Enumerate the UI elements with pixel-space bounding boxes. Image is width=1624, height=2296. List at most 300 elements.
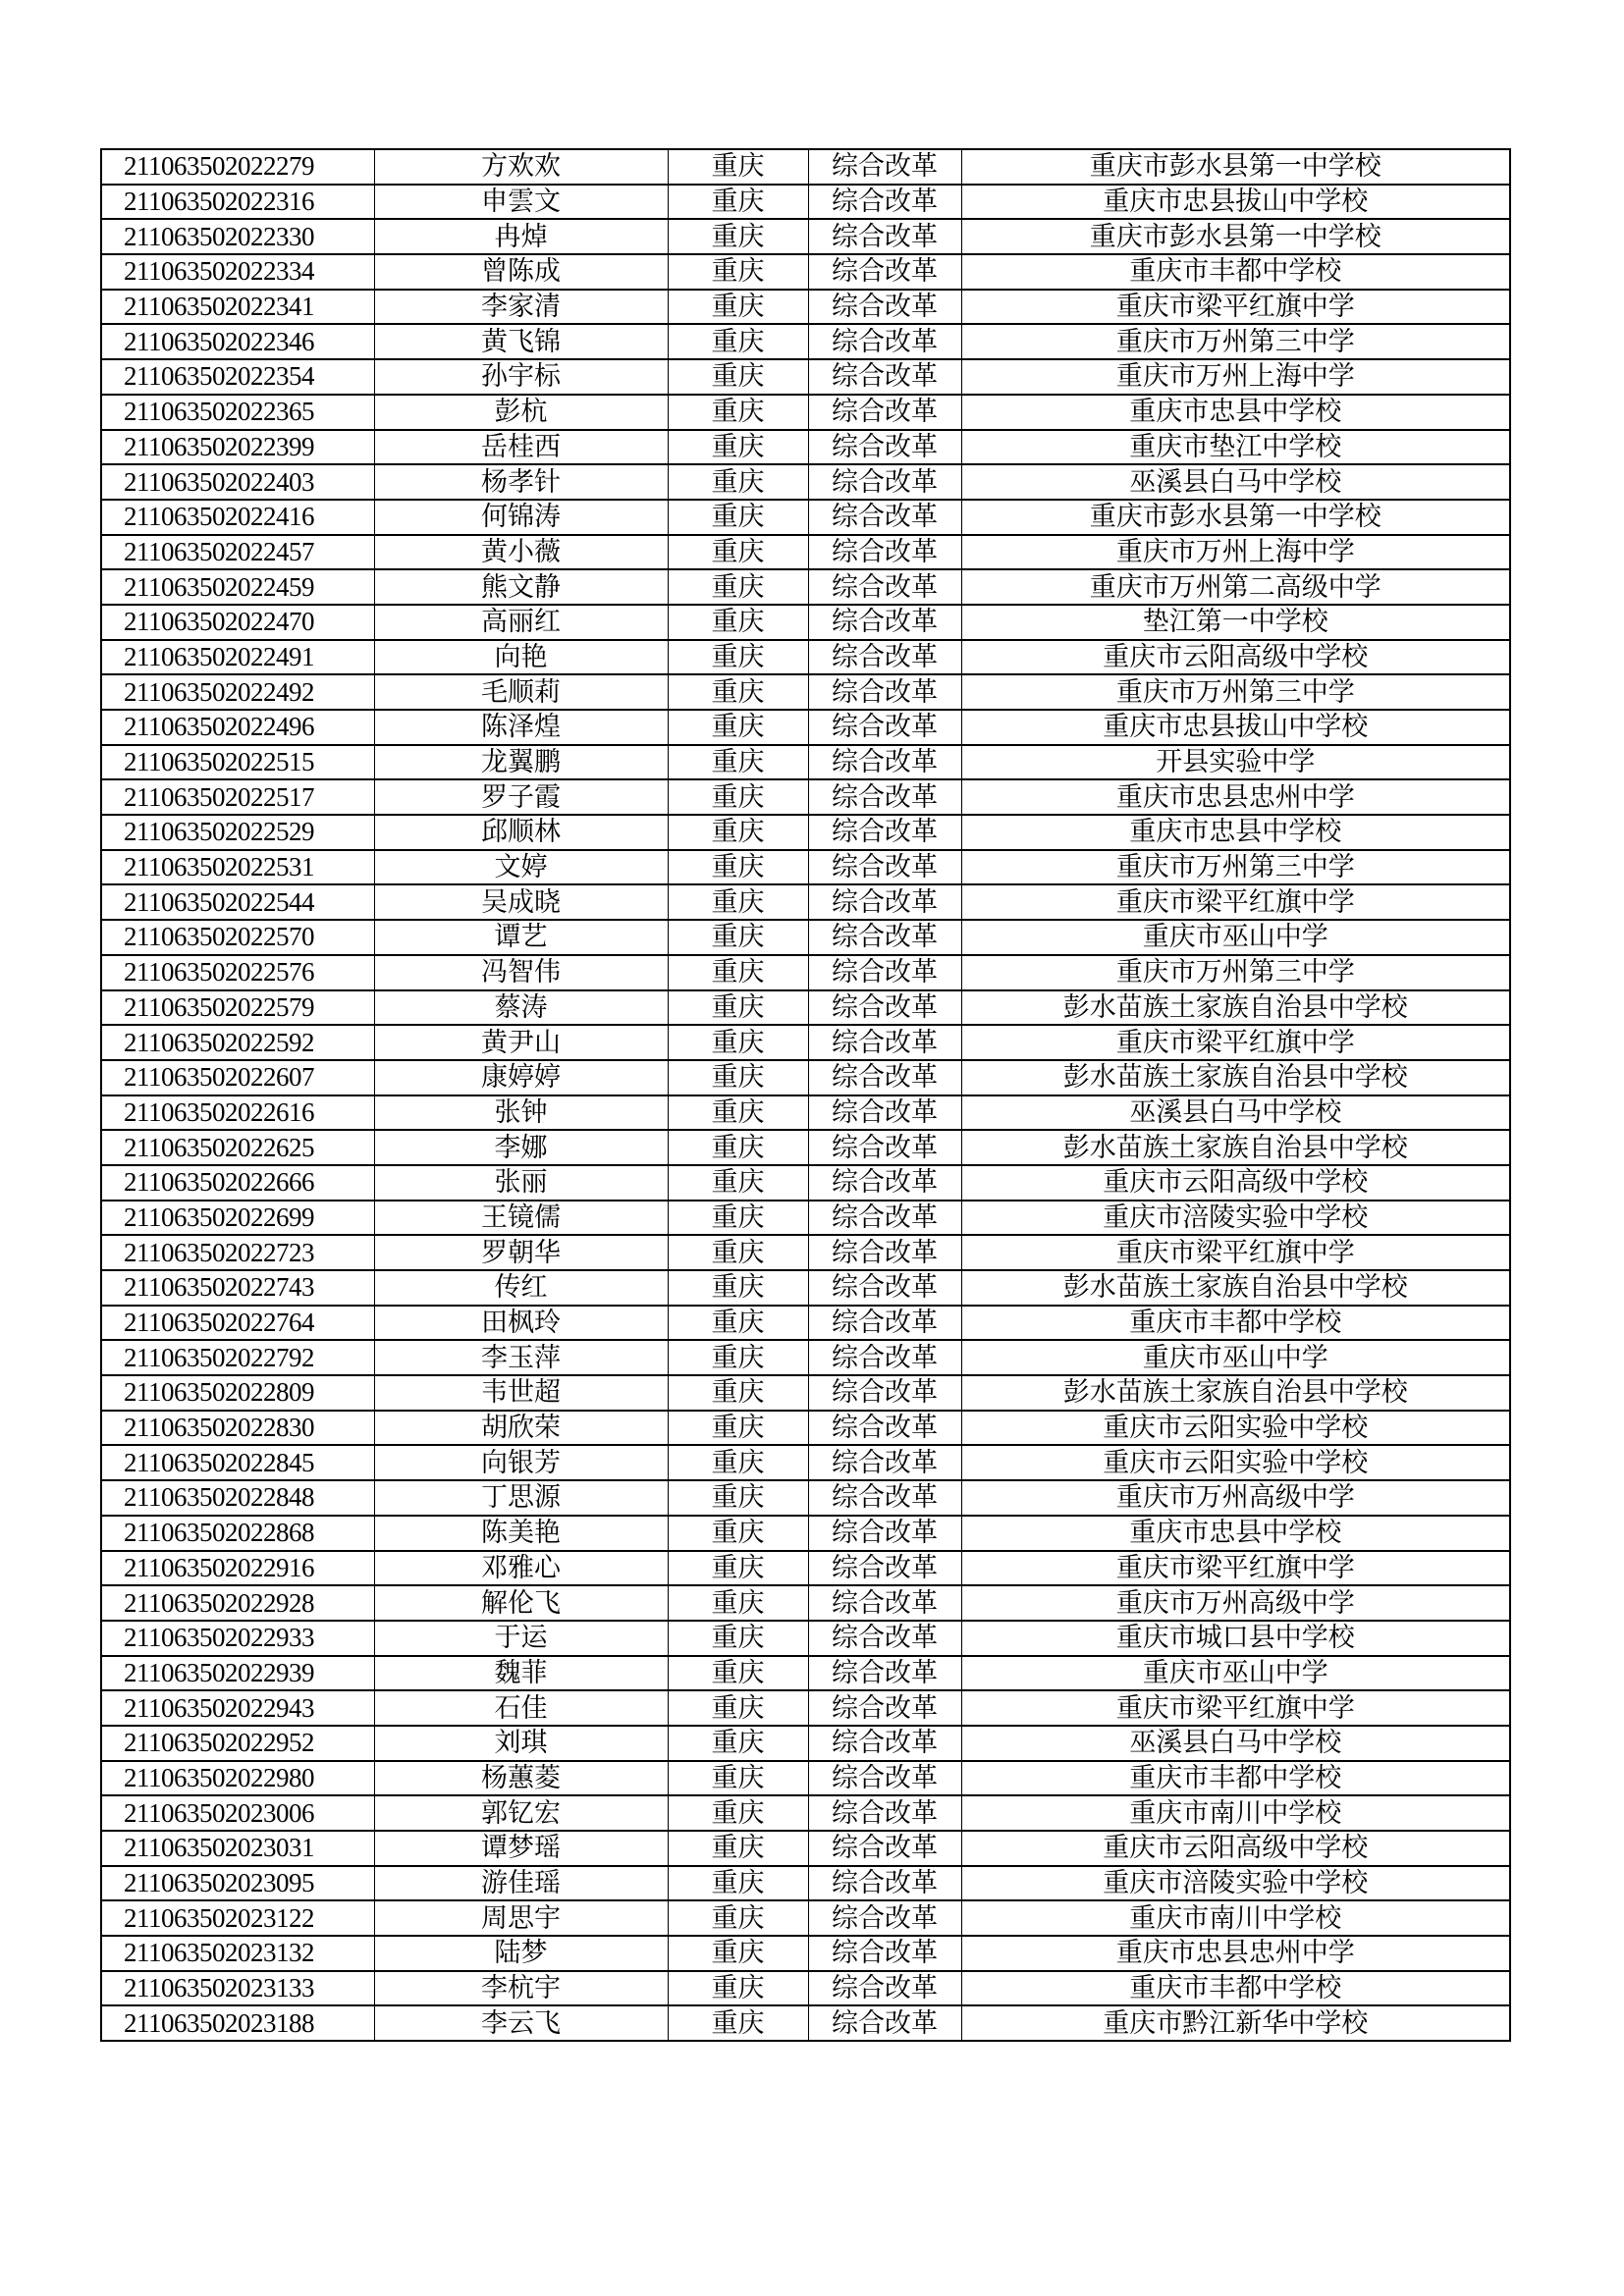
province-cell: 重庆 (668, 324, 808, 359)
school-cell: 重庆市梁平红旗中学 (961, 884, 1510, 920)
category-cell: 综合改革 (808, 1831, 961, 1866)
province-cell: 重庆 (668, 1866, 808, 1901)
school-cell: 重庆市忠县中学校 (961, 395, 1510, 430)
school-cell: 重庆市忠县中学校 (961, 815, 1510, 850)
exam-id-cell: 211063502022830 (101, 1411, 374, 1446)
name-cell: 张钟 (374, 1095, 668, 1131)
province-cell: 重庆 (668, 1551, 808, 1586)
exam-id-cell: 211063502022496 (101, 710, 374, 745)
table-row (101, 149, 1510, 185)
name-cell: 向艳 (374, 640, 668, 675)
school-cell: 开县实验中学 (961, 745, 1510, 780)
table-row (101, 990, 1510, 1026)
school-cell: 彭水苗族土家族自治县中学校 (961, 990, 1510, 1026)
school-cell: 重庆市忠县忠州中学 (961, 1936, 1510, 1971)
category-cell: 综合改革 (808, 1270, 961, 1306)
school-cell: 重庆市梁平红旗中学 (961, 1551, 1510, 1586)
category-cell: 综合改革 (808, 569, 961, 605)
province-cell: 重庆 (668, 1726, 808, 1761)
category-cell: 综合改革 (808, 219, 961, 254)
table-row (101, 1516, 1510, 1551)
table-row (101, 1411, 1510, 1446)
exam-id-cell: 211063502022330 (101, 219, 374, 254)
exam-id-cell: 211063502022607 (101, 1060, 374, 1095)
name-cell: 曾陈成 (374, 254, 668, 290)
exam-id-cell: 211063502022616 (101, 1095, 374, 1131)
category-cell: 综合改革 (808, 1025, 961, 1060)
school-cell: 重庆市梁平红旗中学 (961, 1690, 1510, 1726)
province-cell: 重庆 (668, 779, 808, 815)
category-cell: 综合改革 (808, 920, 961, 955)
province-cell: 重庆 (668, 1165, 808, 1201)
school-cell: 重庆市万州高级中学 (961, 1480, 1510, 1516)
table-row (101, 955, 1510, 990)
school-cell: 重庆市万州第三中学 (961, 674, 1510, 710)
table-row (101, 1130, 1510, 1165)
name-cell: 张丽 (374, 1165, 668, 1201)
name-cell: 田枫玲 (374, 1306, 668, 1341)
category-cell: 综合改革 (808, 149, 961, 185)
name-cell: 邓雅心 (374, 1551, 668, 1586)
name-cell: 胡欣荣 (374, 1411, 668, 1446)
school-cell: 重庆市万州高级中学 (961, 1585, 1510, 1621)
category-cell: 综合改革 (808, 1621, 961, 1656)
category-cell: 综合改革 (808, 1306, 961, 1341)
exam-id-cell: 211063502022809 (101, 1375, 374, 1411)
province-cell: 重庆 (668, 569, 808, 605)
province-cell: 重庆 (668, 990, 808, 1026)
category-cell: 综合改革 (808, 1761, 961, 1796)
name-cell: 于运 (374, 1621, 668, 1656)
province-cell: 重庆 (668, 500, 808, 535)
table-row (101, 359, 1510, 395)
province-cell: 重庆 (668, 674, 808, 710)
category-cell: 综合改革 (808, 1795, 961, 1831)
category-cell: 综合改革 (808, 1411, 961, 1446)
category-cell: 综合改革 (808, 955, 961, 990)
province-cell: 重庆 (668, 359, 808, 395)
province-cell: 重庆 (668, 430, 808, 465)
school-cell: 重庆市巫山中学 (961, 920, 1510, 955)
province-cell: 重庆 (668, 1480, 808, 1516)
school-cell: 重庆市巫山中学 (961, 1656, 1510, 1691)
exam-id-cell: 211063502022459 (101, 569, 374, 605)
school-cell: 重庆市彭水县第一中学校 (961, 219, 1510, 254)
school-cell: 重庆市万州上海中学 (961, 359, 1510, 395)
table-row (101, 1095, 1510, 1131)
school-cell: 重庆市南川中学校 (961, 1795, 1510, 1831)
school-cell: 重庆市垫江中学校 (961, 430, 1510, 465)
school-cell: 重庆市万州第三中学 (961, 324, 1510, 359)
exam-id-cell: 211063502022544 (101, 884, 374, 920)
name-cell: 陈泽煌 (374, 710, 668, 745)
school-cell: 重庆市梁平红旗中学 (961, 290, 1510, 325)
school-cell: 重庆市忠县拔山中学校 (961, 710, 1510, 745)
name-cell: 文婷 (374, 850, 668, 885)
exam-id-cell: 211063502023133 (101, 1971, 374, 2006)
school-cell: 巫溪县白马中学校 (961, 1726, 1510, 1761)
school-cell: 重庆市万州上海中学 (961, 535, 1510, 570)
name-cell: 黄小薇 (374, 535, 668, 570)
exam-id-cell: 211063502022928 (101, 1585, 374, 1621)
name-cell: 邱顺林 (374, 815, 668, 850)
name-cell: 孙宇标 (374, 359, 668, 395)
province-cell: 重庆 (668, 149, 808, 185)
school-cell: 重庆市忠县拔山中学校 (961, 185, 1510, 220)
school-cell: 重庆市万州第三中学 (961, 955, 1510, 990)
exam-id-cell: 211063502022491 (101, 640, 374, 675)
exam-id-cell: 211063502022354 (101, 359, 374, 395)
province-cell: 重庆 (668, 710, 808, 745)
school-cell: 重庆市涪陵实验中学校 (961, 1866, 1510, 1901)
province-cell: 重庆 (668, 815, 808, 850)
exam-id-cell: 211063502022457 (101, 535, 374, 570)
category-cell: 综合改革 (808, 1971, 961, 2006)
table-row (101, 219, 1510, 254)
exam-id-cell: 211063502022529 (101, 815, 374, 850)
name-cell: 李娜 (374, 1130, 668, 1165)
category-cell: 综合改革 (808, 779, 961, 815)
name-cell: 罗子霞 (374, 779, 668, 815)
name-cell: 吴成晓 (374, 884, 668, 920)
name-cell: 李家清 (374, 290, 668, 325)
school-cell: 巫溪县白马中学校 (961, 1095, 1510, 1131)
name-cell: 周思宇 (374, 1900, 668, 1936)
name-cell: 丁思源 (374, 1480, 668, 1516)
province-cell: 重庆 (668, 1201, 808, 1236)
province-cell: 重庆 (668, 1095, 808, 1131)
province-cell: 重庆 (668, 1621, 808, 1656)
name-cell: 龙翼鹏 (374, 745, 668, 780)
table-row (101, 1585, 1510, 1621)
name-cell: 游佳瑶 (374, 1866, 668, 1901)
table-row (101, 920, 1510, 955)
school-cell: 重庆市丰都中学校 (961, 1971, 1510, 2006)
table-row (101, 1831, 1510, 1866)
name-cell: 李云飞 (374, 2005, 668, 2041)
province-cell: 重庆 (668, 1900, 808, 1936)
table-row (101, 1866, 1510, 1901)
name-cell: 杨孝针 (374, 464, 668, 500)
province-cell: 重庆 (668, 1971, 808, 2006)
name-cell: 陆梦 (374, 1936, 668, 1971)
exam-id-cell: 211063502023031 (101, 1831, 374, 1866)
name-cell: 蔡涛 (374, 990, 668, 1026)
exam-id-cell: 211063502022916 (101, 1551, 374, 1586)
table-row (101, 185, 1510, 220)
province-cell: 重庆 (668, 254, 808, 290)
category-cell: 综合改革 (808, 1375, 961, 1411)
exam-id-cell: 211063502022845 (101, 1445, 374, 1480)
province-cell: 重庆 (668, 1130, 808, 1165)
table-row (101, 710, 1510, 745)
table-row (101, 1761, 1510, 1796)
table-row (101, 1445, 1510, 1480)
exam-id-cell: 211063502022515 (101, 745, 374, 780)
exam-id-cell: 211063502022933 (101, 1621, 374, 1656)
exam-id-cell: 211063502022848 (101, 1480, 374, 1516)
school-cell: 重庆市梁平红旗中学 (961, 1025, 1510, 1060)
name-cell: 熊文静 (374, 569, 668, 605)
name-cell: 冯智伟 (374, 955, 668, 990)
category-cell: 综合改革 (808, 395, 961, 430)
table-row (101, 1306, 1510, 1341)
category-cell: 综合改革 (808, 1235, 961, 1270)
category-cell: 综合改革 (808, 185, 961, 220)
category-cell: 综合改革 (808, 464, 961, 500)
province-cell: 重庆 (668, 955, 808, 990)
province-cell: 重庆 (668, 464, 808, 500)
table-row (101, 815, 1510, 850)
exam-id-cell: 211063502022346 (101, 324, 374, 359)
province-cell: 重庆 (668, 1340, 808, 1375)
category-cell: 综合改革 (808, 745, 961, 780)
school-cell: 彭水苗族土家族自治县中学校 (961, 1130, 1510, 1165)
table-row (101, 395, 1510, 430)
name-cell: 王镜儒 (374, 1201, 668, 1236)
name-cell: 石佳 (374, 1690, 668, 1726)
table-row (101, 1060, 1510, 1095)
category-cell: 综合改革 (808, 640, 961, 675)
exam-id-cell: 211063502022492 (101, 674, 374, 710)
name-cell: 冉焯 (374, 219, 668, 254)
province-cell: 重庆 (668, 1656, 808, 1691)
school-cell: 重庆市南川中学校 (961, 1900, 1510, 1936)
school-cell: 重庆市彭水县第一中学校 (961, 500, 1510, 535)
category-cell: 综合改革 (808, 1936, 961, 1971)
table-row (101, 254, 1510, 290)
province-cell: 重庆 (668, 1445, 808, 1480)
category-cell: 综合改革 (808, 884, 961, 920)
name-cell: 康婷婷 (374, 1060, 668, 1095)
school-cell: 重庆市万州第三中学 (961, 850, 1510, 885)
category-cell: 综合改革 (808, 674, 961, 710)
name-cell: 黄尹山 (374, 1025, 668, 1060)
exam-id-cell: 211063502022579 (101, 990, 374, 1026)
name-cell: 韦世超 (374, 1375, 668, 1411)
category-cell: 综合改革 (808, 324, 961, 359)
table-row (101, 1690, 1510, 1726)
category-cell: 综合改革 (808, 1095, 961, 1131)
table-row (101, 1480, 1510, 1516)
category-cell: 综合改革 (808, 254, 961, 290)
exam-id-cell: 211063502022699 (101, 1201, 374, 1236)
province-cell: 重庆 (668, 1585, 808, 1621)
province-cell: 重庆 (668, 1831, 808, 1866)
name-cell: 申雲文 (374, 185, 668, 220)
exam-id-cell: 211063502022531 (101, 850, 374, 885)
province-cell: 重庆 (668, 395, 808, 430)
table-row (101, 1165, 1510, 1201)
table-row (101, 1375, 1510, 1411)
table-row (101, 640, 1510, 675)
category-cell: 综合改革 (808, 1480, 961, 1516)
exam-id-cell: 211063502022792 (101, 1340, 374, 1375)
province-cell: 重庆 (668, 850, 808, 885)
table-row (101, 850, 1510, 885)
school-cell: 彭水苗族土家族自治县中学校 (961, 1375, 1510, 1411)
name-cell: 魏菲 (374, 1656, 668, 1691)
table-row (101, 500, 1510, 535)
category-cell: 综合改革 (808, 1656, 961, 1691)
name-cell: 岳桂西 (374, 430, 668, 465)
exam-id-cell: 211063502022416 (101, 500, 374, 535)
exam-id-cell: 211063502022952 (101, 1726, 374, 1761)
school-cell: 重庆市巫山中学 (961, 1340, 1510, 1375)
exam-id-cell: 211063502022279 (101, 149, 374, 185)
school-cell: 重庆市彭水县第一中学校 (961, 149, 1510, 185)
table-row (101, 324, 1510, 359)
exam-id-cell: 211063502023132 (101, 1936, 374, 1971)
exam-id-cell: 211063502022743 (101, 1270, 374, 1306)
school-cell: 重庆市黔江新华中学校 (961, 2005, 1510, 2041)
name-cell: 何锦涛 (374, 500, 668, 535)
category-cell: 综合改革 (808, 500, 961, 535)
table-row (101, 1900, 1510, 1936)
province-cell: 重庆 (668, 2005, 808, 2041)
province-cell: 重庆 (668, 290, 808, 325)
province-cell: 重庆 (668, 1516, 808, 1551)
category-cell: 综合改革 (808, 850, 961, 885)
category-cell: 综合改革 (808, 1866, 961, 1901)
category-cell: 综合改革 (808, 710, 961, 745)
province-cell: 重庆 (668, 1270, 808, 1306)
province-cell: 重庆 (668, 640, 808, 675)
school-cell: 重庆市万州第二高级中学 (961, 569, 1510, 605)
exam-id-cell: 211063502022723 (101, 1235, 374, 1270)
school-cell: 重庆市梁平红旗中学 (961, 1235, 1510, 1270)
table-row (101, 1201, 1510, 1236)
category-cell: 综合改革 (808, 1516, 961, 1551)
name-cell: 谭艺 (374, 920, 668, 955)
name-cell: 刘琪 (374, 1726, 668, 1761)
province-cell: 重庆 (668, 1025, 808, 1060)
school-cell: 重庆市忠县忠州中学 (961, 779, 1510, 815)
name-cell: 彭杭 (374, 395, 668, 430)
school-cell: 重庆市丰都中学校 (961, 254, 1510, 290)
table-row (101, 1270, 1510, 1306)
exam-id-cell: 211063502023006 (101, 1795, 374, 1831)
province-cell: 重庆 (668, 920, 808, 955)
category-cell: 综合改革 (808, 290, 961, 325)
province-cell: 重庆 (668, 605, 808, 640)
table-row (101, 430, 1510, 465)
table-row (101, 1656, 1510, 1691)
category-cell: 综合改革 (808, 1340, 961, 1375)
table-row (101, 1621, 1510, 1656)
table-row (101, 464, 1510, 500)
category-cell: 综合改革 (808, 1585, 961, 1621)
table-body (101, 149, 1510, 2041)
exam-id-cell: 211063502022592 (101, 1025, 374, 1060)
exam-id-cell: 211063502022517 (101, 779, 374, 815)
category-cell: 综合改革 (808, 1551, 961, 1586)
name-cell: 向银芳 (374, 1445, 668, 1480)
exam-id-cell: 211063502022625 (101, 1130, 374, 1165)
category-cell: 综合改革 (808, 605, 961, 640)
province-cell: 重庆 (668, 1936, 808, 1971)
name-cell: 杨蕙菱 (374, 1761, 668, 1796)
school-cell: 重庆市云阳高级中学校 (961, 1831, 1510, 1866)
table-row (101, 745, 1510, 780)
province-cell: 重庆 (668, 535, 808, 570)
name-cell: 郭钇宏 (374, 1795, 668, 1831)
category-cell: 综合改革 (808, 1201, 961, 1236)
school-cell: 重庆市丰都中学校 (961, 1761, 1510, 1796)
table-row (101, 674, 1510, 710)
table-row (101, 1025, 1510, 1060)
table-row (101, 1726, 1510, 1761)
exam-id-cell: 211063502022576 (101, 955, 374, 990)
name-cell: 解伦飞 (374, 1585, 668, 1621)
exam-id-cell: 211063502022403 (101, 464, 374, 500)
table-row (101, 569, 1510, 605)
exam-id-cell: 211063502022316 (101, 185, 374, 220)
province-cell: 重庆 (668, 884, 808, 920)
name-cell: 陈美艳 (374, 1516, 668, 1551)
exam-id-cell: 211063502022666 (101, 1165, 374, 1201)
province-cell: 重庆 (668, 1235, 808, 1270)
name-cell: 传红 (374, 1270, 668, 1306)
category-cell: 综合改革 (808, 1130, 961, 1165)
category-cell: 综合改革 (808, 430, 961, 465)
category-cell: 综合改革 (808, 1165, 961, 1201)
category-cell: 综合改革 (808, 1726, 961, 1761)
table-row (101, 1340, 1510, 1375)
category-cell: 综合改革 (808, 2005, 961, 2041)
name-cell: 黄飞锦 (374, 324, 668, 359)
name-cell: 毛顺莉 (374, 674, 668, 710)
category-cell: 综合改革 (808, 1445, 961, 1480)
exam-id-cell: 211063502022341 (101, 290, 374, 325)
category-cell: 综合改革 (808, 990, 961, 1026)
exam-id-cell: 211063502022764 (101, 1306, 374, 1341)
name-cell: 方欢欢 (374, 149, 668, 185)
school-cell: 重庆市云阳实验中学校 (961, 1445, 1510, 1480)
province-cell: 重庆 (668, 219, 808, 254)
province-cell: 重庆 (668, 1060, 808, 1095)
table-row (101, 1551, 1510, 1586)
table-row (101, 2005, 1510, 2041)
student-list-table (100, 148, 1511, 2042)
table-row (101, 1971, 1510, 2006)
exam-id-cell: 211063502023095 (101, 1866, 374, 1901)
school-cell: 重庆市忠县中学校 (961, 1516, 1510, 1551)
category-cell: 综合改革 (808, 815, 961, 850)
province-cell: 重庆 (668, 1375, 808, 1411)
exam-id-cell: 211063502022980 (101, 1761, 374, 1796)
school-cell: 彭水苗族土家族自治县中学校 (961, 1270, 1510, 1306)
province-cell: 重庆 (668, 1795, 808, 1831)
table-row (101, 1795, 1510, 1831)
province-cell: 重庆 (668, 1306, 808, 1341)
exam-id-cell: 211063502022399 (101, 430, 374, 465)
category-cell: 综合改革 (808, 1060, 961, 1095)
province-cell: 重庆 (668, 1690, 808, 1726)
school-cell: 重庆市云阳高级中学校 (961, 640, 1510, 675)
exam-id-cell: 211063502023188 (101, 2005, 374, 2041)
school-cell: 重庆市城口县中学校 (961, 1621, 1510, 1656)
exam-id-cell: 211063502022365 (101, 395, 374, 430)
school-cell: 彭水苗族土家族自治县中学校 (961, 1060, 1510, 1095)
table-row (101, 290, 1510, 325)
category-cell: 综合改革 (808, 535, 961, 570)
province-cell: 重庆 (668, 1761, 808, 1796)
category-cell: 综合改革 (808, 1690, 961, 1726)
name-cell: 李玉萍 (374, 1340, 668, 1375)
table-row (101, 1936, 1510, 1971)
name-cell: 谭梦瑶 (374, 1831, 668, 1866)
